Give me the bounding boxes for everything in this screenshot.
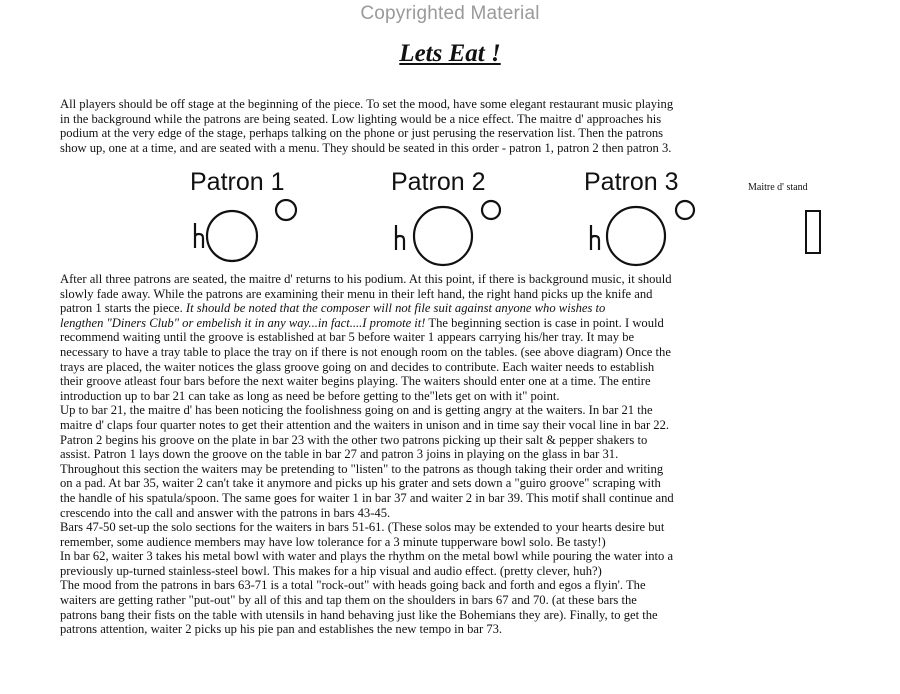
- body-line: assist. Patron 1 lays down the groove on the table in bar 27 and patron 3 joins in playing on the glass in bar 31.: [60, 447, 619, 462]
- body-line: slowly fade away. While the patrons are examining their menu in their left hand, the right hand picks up the knife and: [60, 286, 653, 301]
- patron-3-label: Patron 3: [584, 168, 679, 196]
- body-line: patrons bang their fists on the table with utensils in hand behaving just like the Bohemians they are). Finally, to get the: [60, 607, 658, 622]
- chair-icon: [396, 225, 404, 250]
- body-line: Throughout this section the waiters may be pretending to "listen" to the patrons as though taking their order and writing: [60, 461, 664, 476]
- patron-2-label: Patron 2: [391, 168, 486, 196]
- body-line: In bar 62, waiter 3 takes his metal bowl with water and plays the rhythm on the metal bowl while pouring the water into a: [60, 549, 674, 564]
- intro-line: in the background while the patrons are being seated. Low lighting would be a nice effect. The maitre d' approaches his: [60, 111, 662, 126]
- patron-3-seat-diagram: [586, 198, 696, 268]
- body-line: necessary to have a tray table to place the tray on if there is not enough room on the tables. (see above diagram) Once the: [60, 344, 671, 359]
- intro-line: podium at the very edge of the stage, perhaps talking on the phone or just perusing the reservation list. Then the patrons: [60, 126, 664, 141]
- body-line: Up to bar 21, the maitre d' has been noticing the foolishness going on and is getting angry at the waiters. In bar 21 the: [60, 403, 653, 418]
- body-line: crescendo into the call and answer with the patrons in bars 43-45.: [60, 505, 391, 520]
- body-line: waiters are getting rather "put-out" by all of this and tap them on the shoulders in bars 67 and 70. (at these bars the: [60, 593, 637, 608]
- podium-rect-icon: [805, 210, 821, 254]
- body-line: recommend waiting until the groove is established at bar 5 before waiter 1 appears carrying his/her tray. It may be: [60, 330, 635, 345]
- table-circle-icon: [607, 207, 665, 265]
- patron-1-label: Patron 1: [190, 168, 285, 196]
- composer-note: It should be noted that the composer will not file suit against anyone who wishes to: [185, 301, 606, 316]
- body-line: on a pad. At bar 35, waiter 2 can't take it anymore and picks up his grater and sets down a "guiro groove" scraping with: [60, 476, 661, 491]
- body-line: remember, some audience members may have low tolerance for a 3 minute tupperware bowl solo. Be tasty!): [60, 534, 606, 549]
- body-line: [60, 316, 840, 331]
- glass-circle-icon: [276, 200, 296, 220]
- maitre-d-stand-label: Maitre d' stand: [748, 182, 808, 193]
- intro-line: All players should be off stage at the beginning of the piece. To set the mood, have some elegant restaurant music playing: [60, 97, 674, 111]
- body-line: After all three patrons are seated, the maitre d' returns to his podium. At this point, if there is background music, it should: [60, 272, 672, 286]
- body-line: their groove atleast four bars before the next waiter begins playing. The waiters should enter one at a time. The entire: [60, 374, 651, 389]
- patron-1-seat-diagram: [190, 198, 300, 268]
- body-line: Patron 2 begins his groove on the plate in bar 23 with the other two patrons picking up their salt & pepper shakers to: [60, 432, 648, 447]
- body-line: maitre d' claps four quarter notes to get their attention and the waiters in unison and in time say their vocal line in bar 22.: [60, 417, 670, 432]
- body-line: patrons attention, waiter 2 picks up his pie pan and establishes the new tempo in bar 73.: [60, 622, 503, 637]
- body-text: The beginning section is case in point. I would: [425, 315, 664, 330]
- page-title: Lets Eat !: [399, 40, 501, 67]
- body-line: introduction up to bar 21 can take as long as need be before getting to the"lets get on with it" point.: [60, 388, 560, 403]
- composer-note: lengthen "Diners Club" or embelish it in any way...in fact....I promote it!: [60, 315, 426, 330]
- body-line: trays are placed, the waiter notices the glass groove going on and decides to contribute. Each waiter needs to establish: [60, 359, 655, 374]
- intro-paragraph: [60, 97, 840, 155]
- body-line: Bars 47-50 set-up the solo sections for the waiters in bars 51-61. (These solos may be extended to your hearts desire but: [60, 520, 665, 535]
- copyright-watermark: Copyrighted Material: [360, 3, 540, 24]
- chair-icon: [591, 225, 599, 250]
- body-line: [60, 301, 840, 316]
- table-circle-icon: [414, 207, 472, 265]
- seating-diagram: [0, 168, 900, 268]
- body-line: the handle of his spatula/spoon. The same goes for waiter 1 in bar 37 and waiter 2 in bar 39. This motif shall continue and: [60, 490, 674, 505]
- glass-circle-icon: [676, 201, 694, 219]
- intro-line: show up, one at a time, and are seated with a menu. They should be seated in this order - patron 1, patron 2 then patron 3.: [60, 140, 672, 155]
- body-line: The mood from the patrons in bars 63-71 is a total "rock-out" with heads going back and forth and egos a flyin'. The: [60, 578, 646, 593]
- body-text: patron 1 starts the piece.: [60, 301, 186, 316]
- body-line: previously up-turned stainless-steel bowl. This makes for a hip visual and audio effect. (pretty clever, huh?): [60, 563, 602, 578]
- patron-2-seat-diagram: [391, 198, 501, 268]
- table-circle-icon: [207, 211, 257, 261]
- chair-icon: [195, 223, 203, 248]
- body-paragraph: [60, 272, 840, 637]
- glass-circle-icon: [482, 201, 500, 219]
